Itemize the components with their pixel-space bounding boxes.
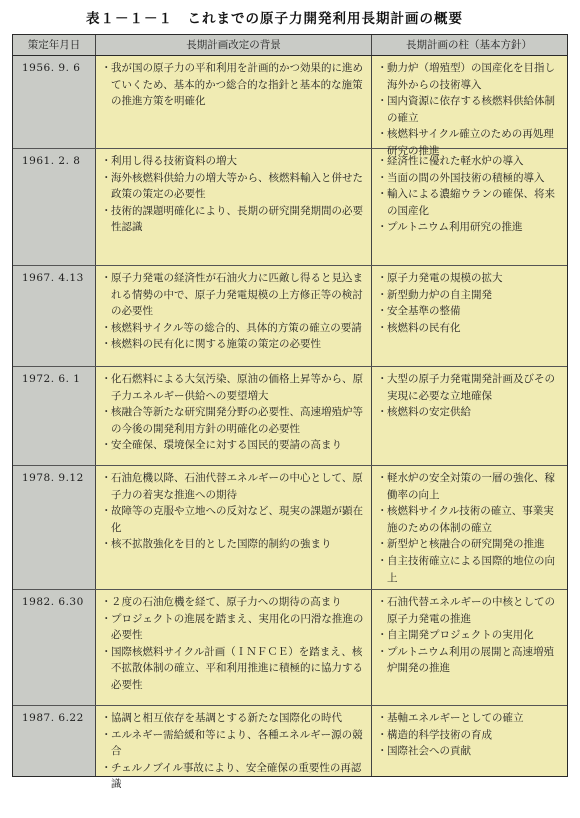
- bullet-icon: ・: [377, 155, 388, 167]
- bullet-icon: ・: [101, 272, 112, 284]
- bullet-icon: ・: [377, 321, 388, 334]
- list-item: [376, 627, 562, 644]
- pillars-cell: [372, 56, 566, 157]
- pillars-cell: [372, 706, 566, 776]
- bullet-icon: ・: [377, 221, 388, 234]
- bullet-icon: ・: [377, 95, 388, 108]
- list-item: [100, 536, 365, 553]
- list-item-text: 核燃料サイクル技術の確立、事業実施のための体制の確立: [387, 505, 554, 534]
- list-item: [376, 594, 562, 627]
- list-item-text: 核燃料の民有化に関する施策の策定の必要性: [111, 338, 321, 351]
- list-item: [100, 153, 365, 170]
- list-item-text: 核燃料サイクル等の総合的、具体的方策の確立の要請: [111, 321, 362, 334]
- list-item: [376, 303, 562, 320]
- pillars-cell: [372, 266, 566, 366]
- list-item: [100, 203, 365, 236]
- list-item-text: エルネギー需給緩和等により、各種エネルギー源の競合: [111, 728, 363, 758]
- list-item: [376, 644, 562, 677]
- list-item: [100, 336, 365, 353]
- list-item-text: 我が国の原子力の平和利用を計画的かつ効果的に進めていくため、基本的かつ総合的な指針と基本的な施策の推進方策を明確化: [111, 62, 363, 108]
- bullet-icon: ・: [377, 62, 388, 74]
- list-item: [100, 270, 365, 320]
- list-item: [376, 536, 562, 553]
- list-item: [100, 371, 365, 404]
- bullet-icon: ・: [101, 406, 112, 419]
- row-date: 1956. 9. 6: [13, 56, 96, 148]
- list-item-text: 当面の間の外国技術の積極的導入: [387, 171, 545, 184]
- bullet-icon: ・: [101, 645, 112, 658]
- list-item-text: 石油代替エネルギーの中核としての原子力発電の推進: [387, 596, 555, 625]
- row-date: 1972. 6. 1: [13, 367, 96, 465]
- list-item-text: 大型の原子力発電開発計画及びその実現に必要な立地確保: [387, 373, 555, 402]
- bullet-icon: ・: [377, 406, 388, 419]
- list-item-text: 新型動力炉の自主開発: [387, 288, 492, 301]
- list-item-text: 核燃料の民有化: [387, 321, 461, 334]
- list-item-text: 安全基準の整備: [387, 305, 461, 318]
- row-date: 1967. 4.13: [13, 266, 96, 366]
- row-date: 1978. 9.12: [13, 466, 96, 589]
- list-item: [376, 727, 562, 744]
- background-cell: [96, 706, 372, 791]
- pillars-cell: [372, 149, 566, 265]
- list-item: [376, 743, 562, 760]
- table-row: [13, 266, 567, 367]
- bullet-icon: ・: [377, 128, 388, 141]
- table-row: [13, 590, 567, 706]
- bullet-icon: ・: [101, 321, 112, 334]
- bullet-icon: ・: [377, 272, 388, 284]
- list-item: [376, 503, 562, 536]
- list-item-text: 国際社会への貢献: [387, 745, 471, 758]
- list-item-text: 化石燃料による大気汚染、原油の価格上昇等から、原子力エネルギー供給への要望増大: [111, 373, 363, 402]
- header-date: 策定年月日: [13, 35, 96, 55]
- list-item: [100, 611, 365, 644]
- list-item-text: 新型炉と核融合の研究開発の推進: [387, 538, 545, 551]
- bullet-icon: ・: [377, 188, 388, 201]
- bullet-icon: ・: [101, 612, 112, 625]
- row-date: 1987. 6.22: [13, 706, 96, 776]
- bullet-icon: ・: [101, 373, 112, 385]
- list-item-text: 故障等の克服や立地への反対など、現実の課題が顕在化: [111, 505, 363, 534]
- list-item-text: 自主開発プロジェクトの実用化: [387, 629, 534, 642]
- list-item-text: 動力炉（増殖型）の国産化を目指し海外からの技術導入: [387, 62, 555, 91]
- list-item-text: 利用し得る技術資料の増大: [111, 155, 237, 167]
- background-cell: [96, 590, 372, 705]
- bullet-icon: ・: [101, 712, 112, 724]
- list-item: [100, 437, 365, 454]
- list-item-text: 自主技術確立による国際的地位の向上: [387, 554, 555, 584]
- list-item: [376, 553, 562, 586]
- list-item-text: プルトニウム利用の展開と高速増殖炉開発の推進: [387, 645, 555, 675]
- bullet-icon: ・: [101, 761, 112, 774]
- bullet-icon: ・: [101, 171, 112, 184]
- bullet-icon: ・: [377, 305, 388, 318]
- list-item-text: 原子力発電の経済性が石油火力に匹敵し得ると見込まれる情勢の中で、原子力発電規模の上方修正等の検討の必要性: [111, 272, 363, 318]
- table-row: [13, 56, 567, 157]
- bullet-icon: ・: [101, 338, 112, 351]
- list-item-text: 国際核燃料サイクル計画（ＩＮＦＣＥ）を踏まえ、核不拡散体制の確立、平和利用推進に積極的に協力する必要性: [111, 645, 363, 691]
- table-row: [13, 706, 567, 791]
- pillars-cell: [372, 367, 566, 465]
- list-item-text: 技術的課題明確化により、長期の研究開発期間の必要性認識: [111, 204, 363, 234]
- bullet-icon: ・: [377, 629, 388, 642]
- background-cell: [96, 56, 372, 148]
- list-item: [100, 60, 365, 110]
- pillars-cell: [372, 466, 566, 589]
- list-item: [376, 153, 562, 170]
- list-item: [376, 270, 562, 287]
- list-item-text: 構造的科学技術の育成: [387, 728, 492, 741]
- background-cell: [96, 149, 372, 265]
- table-row: [13, 149, 567, 266]
- list-item: [376, 60, 562, 93]
- list-item-text: 輸入による濃縮ウランの確保、将来の国産化: [387, 188, 555, 217]
- list-item-text: 海外核燃料供給力の増大等から、核燃料輸入と併せた政策の策定の必要性: [111, 171, 363, 201]
- list-item: [100, 594, 365, 611]
- bullet-icon: ・: [377, 554, 388, 567]
- list-item: [100, 404, 365, 437]
- list-item-text: 経済性に優れた軽水炉の導入: [387, 155, 524, 167]
- list-item-text: 基軸エネルギーとしての確立: [387, 712, 524, 724]
- table-row: [13, 466, 567, 590]
- row-date: 1982. 6.30: [13, 590, 96, 705]
- bullet-icon: ・: [377, 712, 388, 724]
- list-item: [376, 287, 562, 304]
- list-item-text: 石油危機以降、石油代替エネルギーの中心として、原子力の着実な推進への期待: [111, 472, 363, 501]
- bullet-icon: ・: [101, 62, 112, 74]
- table-row: [13, 367, 567, 466]
- bullet-icon: ・: [377, 171, 388, 184]
- list-item-text: 協調と相互依存を基調とする新たな国際化の時代: [111, 712, 342, 724]
- list-item-text: 核不拡散強化を目的とした国際的制約の強まり: [111, 538, 332, 551]
- list-item: [376, 371, 562, 404]
- list-item: [100, 710, 365, 727]
- header-background: 長期計画改定の背景: [96, 35, 372, 55]
- pillars-cell: [372, 590, 566, 705]
- list-item: [376, 219, 562, 236]
- bullet-icon: ・: [377, 538, 388, 551]
- bullet-icon: ・: [101, 538, 112, 551]
- bullet-icon: ・: [101, 472, 112, 484]
- list-item: [100, 727, 365, 760]
- table-header: [13, 35, 567, 56]
- list-item: [100, 503, 365, 536]
- header-pillars: 長期計画の柱（基本方針）: [406, 39, 532, 51]
- list-item-text: 軽水炉の安全対策の一層の強化、稼働率の向上: [387, 472, 555, 501]
- list-item: [100, 320, 365, 337]
- bullet-icon: ・: [377, 596, 388, 608]
- list-item: [100, 170, 365, 203]
- list-item: [376, 404, 562, 421]
- list-item: [376, 710, 562, 727]
- bullet-icon: ・: [101, 204, 112, 217]
- list-item-text: 核燃料の安定供給: [387, 406, 471, 419]
- list-item: [100, 644, 365, 694]
- bullet-icon: ・: [101, 505, 112, 518]
- bullet-icon: ・: [377, 645, 388, 658]
- bullet-icon: ・: [377, 728, 388, 741]
- list-item-text: 原子力発電の規模の拡大: [387, 272, 503, 284]
- list-item-text: ２度の石油危機を経て、原子力への期待の高まり: [111, 596, 342, 608]
- list-item: [376, 470, 562, 503]
- bullet-icon: ・: [101, 439, 112, 452]
- list-item-text: 国内資源に依存する核燃料供給体制の確立: [387, 95, 555, 124]
- list-item: [376, 93, 562, 126]
- list-item: [100, 470, 365, 503]
- bullet-icon: ・: [377, 505, 388, 518]
- background-cell: [96, 367, 372, 465]
- bullet-icon: ・: [377, 745, 388, 758]
- bullet-icon: ・: [377, 373, 388, 385]
- list-item: [376, 170, 562, 187]
- table-body: [13, 56, 567, 791]
- list-item-text: 核燃料サイクル確立のための再処理研究の推進: [387, 128, 554, 157]
- list-item: [376, 186, 562, 219]
- bullet-icon: ・: [377, 288, 388, 301]
- list-item-text: チェルノブイル事故により、安全確保の重要性の再認識: [111, 761, 362, 791]
- list-item-text: プロジェクトの進展を踏まえ、実用化の円滑な推進の必要性: [111, 612, 364, 642]
- bullet-icon: ・: [101, 596, 112, 608]
- list-item-text: プルトニウム利用研究の推進: [387, 221, 523, 234]
- bullet-icon: ・: [101, 155, 112, 167]
- bullet-icon: ・: [377, 472, 388, 484]
- background-cell: [96, 466, 372, 589]
- plan-overview-table: [12, 34, 568, 791]
- row-date: 1961. 2. 8: [13, 149, 96, 265]
- list-item: [100, 760, 365, 793]
- table-title: 表１－１－１ これまでの原子力開発利用長期計画の概要: [86, 11, 463, 27]
- bullet-icon: ・: [101, 728, 112, 741]
- list-item: [376, 320, 562, 337]
- list-item-text: 安全確保、環境保全に対する国民的要請の高まり: [111, 439, 342, 452]
- list-item-text: 核融合等新たな研究開発分野の必要性、高速増殖炉等の今後の開発利用方針の明確化の必要性: [111, 406, 363, 435]
- background-cell: [96, 266, 372, 366]
